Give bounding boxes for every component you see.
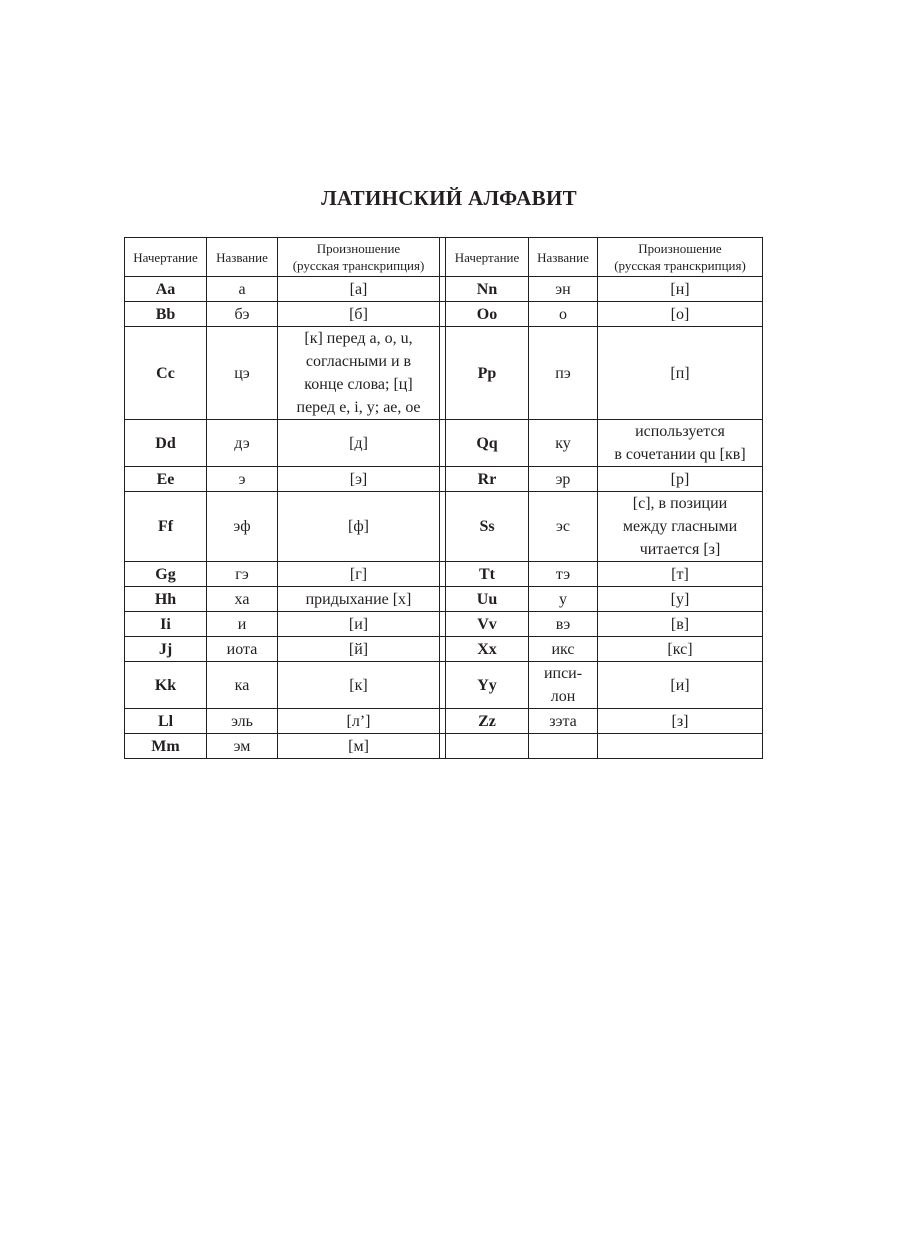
letter-pronunciation [598, 492, 763, 562]
letter-pronunciation [598, 709, 763, 734]
header-pronunciation [278, 238, 440, 277]
letter-name: у [529, 587, 598, 612]
table-row [125, 612, 763, 637]
header-pronunciation-line1: Произношение [316, 241, 401, 256]
table-header-row [125, 238, 763, 277]
letter-name: икс [529, 637, 598, 662]
letter-name: эм [207, 734, 278, 759]
letter-pronunciation [278, 587, 440, 612]
table-row [125, 562, 763, 587]
letter-name [529, 734, 598, 759]
letter-name: эн [529, 277, 598, 302]
letter-name: эль [207, 709, 278, 734]
pronunciation-line: [к] [349, 676, 368, 694]
letter-form: Kk [125, 662, 207, 709]
letter-pronunciation [598, 327, 763, 420]
pronunciation-line: [и] [348, 615, 369, 633]
header-name: Название [529, 238, 598, 277]
pronunciation-line: [в] [670, 615, 690, 633]
letter-pronunciation [278, 662, 440, 709]
letter-pronunciation [598, 277, 763, 302]
letter-name: э [207, 467, 278, 492]
alphabet-table [124, 237, 763, 759]
letter-form: Yy [446, 662, 529, 709]
letter-name: гэ [207, 562, 278, 587]
page-title: ЛАТИНСКИЙ АЛФАВИТ [321, 186, 577, 210]
letter-form: Ss [446, 492, 529, 562]
pronunciation-line: [кс] [667, 640, 693, 658]
letter-form: Ii [125, 612, 207, 637]
letter-form: Vv [446, 612, 529, 637]
letter-pronunciation [598, 734, 763, 759]
letter-form: Pp [446, 327, 529, 420]
table-row [125, 420, 763, 467]
letter-form: Bb [125, 302, 207, 327]
header-name: Название [207, 238, 278, 277]
letter-name: эр [529, 467, 598, 492]
letter-pronunciation [278, 420, 440, 467]
letter-form: Ee [125, 467, 207, 492]
letter-pronunciation [598, 302, 763, 327]
letter-pronunciation [598, 612, 763, 637]
pronunciation-line: [т] [671, 565, 689, 583]
letter-form [446, 734, 529, 759]
pronunciation-line: [м] [348, 737, 369, 755]
pronunciation-line: [а] [349, 280, 368, 298]
letter-pronunciation [278, 734, 440, 759]
letter-form: Nn [446, 277, 529, 302]
letter-pronunciation [598, 562, 763, 587]
letter-form: Qq [446, 420, 529, 467]
letter-name-line: лон [550, 688, 576, 705]
pronunciation-line: между гласными [622, 518, 738, 535]
letter-pronunciation [278, 302, 440, 327]
pronunciation-line: используется [635, 423, 725, 440]
letter-name: пэ [529, 327, 598, 420]
letter-name-line: ипси- [543, 665, 583, 682]
letter-pronunciation [278, 562, 440, 587]
letter-name: дэ [207, 420, 278, 467]
table-row [125, 662, 763, 709]
letter-name: эс [529, 492, 598, 562]
pronunciation-line: [к] перед a, o, u, [304, 330, 413, 347]
pronunciation-line: [л’] [346, 712, 371, 730]
table-row [125, 467, 763, 492]
letter-pronunciation [278, 277, 440, 302]
letter-form: Ll [125, 709, 207, 734]
header-form: Начертание [125, 238, 207, 277]
letter-name: ха [207, 587, 278, 612]
letter-pronunciation [278, 637, 440, 662]
letter-name: вэ [529, 612, 598, 637]
pronunciation-line: [г] [349, 565, 368, 583]
letter-name: эф [207, 492, 278, 562]
pronunciation-line: в сочетании qu [кв] [614, 446, 746, 463]
pronunciation-line: перед e, i, y; ae, oe [296, 399, 421, 416]
letter-pronunciation [598, 662, 763, 709]
pronunciation-line: конце слова; [ц] [304, 376, 413, 393]
pronunciation-line: придыхание [х] [305, 590, 412, 608]
header-form: Начертание [446, 238, 529, 277]
pronunciation-line: [п] [670, 364, 690, 382]
letter-form: Cc [125, 327, 207, 420]
pronunciation-line: [у] [670, 590, 690, 608]
letter-pronunciation [598, 467, 763, 492]
table-row [125, 327, 763, 420]
table-row [125, 709, 763, 734]
pronunciation-line: [н] [670, 280, 690, 298]
table-row [125, 637, 763, 662]
letter-form: Ff [125, 492, 207, 562]
letter-form: Dd [125, 420, 207, 467]
pronunciation-line: [б] [349, 305, 368, 323]
letter-name: и [207, 612, 278, 637]
pronunciation-line: читается [з] [639, 541, 721, 558]
header-pronunciation-line2: (русская транскрипция) [292, 258, 425, 273]
table-row [125, 277, 763, 302]
letter-name: а [207, 277, 278, 302]
letter-form: Hh [125, 587, 207, 612]
letter-pronunciation [598, 637, 763, 662]
pronunciation-line: [о] [670, 305, 690, 323]
letter-form: Tt [446, 562, 529, 587]
letter-pronunciation [598, 587, 763, 612]
letter-pronunciation [278, 612, 440, 637]
letter-name: ка [207, 662, 278, 709]
letter-form: Uu [446, 587, 529, 612]
letter-form: Rr [446, 467, 529, 492]
letter-form: Aa [125, 277, 207, 302]
pronunciation-line: [й] [348, 640, 369, 658]
letter-form: Mm [125, 734, 207, 759]
letter-name: зэта [529, 709, 598, 734]
pronunciation-line: [с], в позиции [632, 495, 728, 512]
table-row [125, 587, 763, 612]
pronunciation-line: [э] [349, 470, 368, 488]
letter-pronunciation [278, 327, 440, 420]
header-pronunciation-line2: (русская транскрипция) [614, 258, 746, 273]
header-pronunciation [598, 238, 763, 277]
letter-form: Gg [125, 562, 207, 587]
letter-pronunciation [278, 709, 440, 734]
pronunciation-line: [р] [670, 470, 690, 488]
pronunciation-line: [д] [349, 434, 368, 452]
pronunciation-line: согласными и в [305, 353, 412, 370]
letter-name: бэ [207, 302, 278, 327]
letter-pronunciation [598, 420, 763, 467]
letter-name: тэ [529, 562, 598, 587]
table-row [125, 492, 763, 562]
letter-form: Zz [446, 709, 529, 734]
pronunciation-line: [з] [671, 712, 689, 730]
pronunciation-line: [и] [670, 676, 690, 694]
alphabet-table-body [125, 238, 763, 759]
letter-name: иота [207, 637, 278, 662]
letter-form: Jj [125, 637, 207, 662]
header-pronunciation-line1: Произношение [638, 241, 722, 256]
letter-name: о [529, 302, 598, 327]
table-row [125, 734, 763, 759]
pronunciation-line: [ф] [347, 518, 370, 535]
letter-pronunciation [278, 467, 440, 492]
letter-form: Xx [446, 637, 529, 662]
letter-name: ку [529, 420, 598, 467]
letter-pronunciation [278, 492, 440, 562]
letter-form: Oo [446, 302, 529, 327]
table-row [125, 302, 763, 327]
letter-name: цэ [207, 327, 278, 420]
letter-name [529, 662, 598, 709]
